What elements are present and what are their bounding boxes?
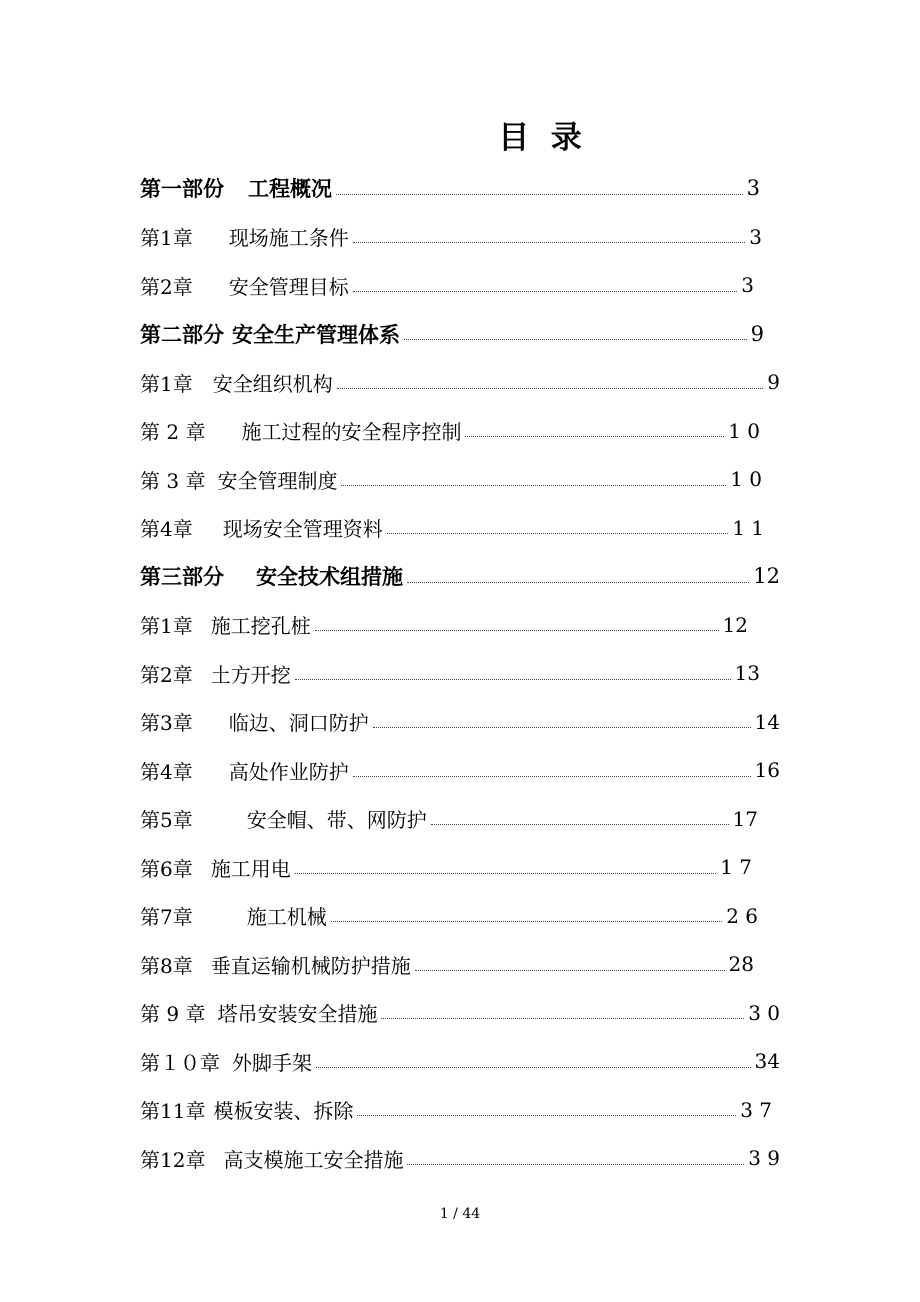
toc-chapter-number: 第8章 xyxy=(140,953,193,978)
toc-dot-leader xyxy=(353,291,738,292)
toc-dot-leader xyxy=(353,776,751,777)
toc-chapter-entry[interactable] xyxy=(140,746,780,795)
toc-entry-title: 安全管理制度 xyxy=(217,468,338,493)
toc-chapter-entry[interactable] xyxy=(140,1086,772,1135)
toc-page-number: 16 xyxy=(754,758,780,783)
toc-page-number: 3 xyxy=(749,224,762,249)
toc-chapter-number: 第一部份 xyxy=(140,176,224,202)
toc-entry-title: 垂直运输机械防护措施 xyxy=(210,953,411,978)
toc-chapter-number: 第3章 xyxy=(140,711,193,736)
toc-dot-leader xyxy=(315,630,719,631)
toc-chapter-entry[interactable] xyxy=(140,1037,780,1086)
toc-dot-leader xyxy=(415,970,725,971)
toc-entry-title: 工程概况 xyxy=(248,176,332,202)
toc-page-number: 12 xyxy=(722,612,748,637)
toc-entry-title: 安全技术组措施 xyxy=(256,564,403,590)
toc-chapter-number: 第１０章 xyxy=(140,1050,220,1075)
toc-chapter-number: 第三部分 xyxy=(140,564,224,590)
toc-page-number: 1 1 xyxy=(732,515,764,540)
toc-chapter-number: 第5章 xyxy=(140,808,193,833)
toc-chapter-entry[interactable] xyxy=(140,698,780,747)
toc-chapter-number: 第4章 xyxy=(140,759,193,784)
toc-dot-leader xyxy=(295,873,716,874)
toc-page-number: 9 xyxy=(767,370,780,395)
toc-entry-title: 施工机械 xyxy=(246,905,327,930)
toc-chapter-number: 第1章 xyxy=(140,614,193,639)
toc-dot-leader xyxy=(381,1018,744,1019)
toc-page-number: 1 0 xyxy=(728,418,760,443)
toc-page-number: 34 xyxy=(754,1049,780,1074)
toc-dot-leader xyxy=(295,679,731,680)
table-of-contents xyxy=(140,164,790,1183)
toc-entry-title: 塔吊安装安全措施 xyxy=(217,1002,378,1027)
toc-chapter-number: 第4章 xyxy=(140,517,193,542)
toc-chapter-number: 第12章 xyxy=(140,1147,206,1172)
toc-page-number: 3 xyxy=(746,176,760,201)
toc-dot-leader xyxy=(407,582,749,583)
toc-dot-leader xyxy=(373,727,751,728)
toc-dot-leader xyxy=(404,339,747,340)
toc-chapter-number: 第11章 xyxy=(140,1099,206,1124)
toc-entry-title: 施工挖孔桩 xyxy=(210,614,311,639)
toc-dot-leader xyxy=(353,242,746,243)
toc-part-entry[interactable] xyxy=(140,310,764,359)
toc-page-number: 2 6 xyxy=(726,903,758,928)
toc-page-number: 3 7 xyxy=(740,1097,772,1122)
toc-entry-title: 临边、洞口防护 xyxy=(228,711,369,736)
toc-entry-title: 安全生产管理体系 xyxy=(232,321,400,347)
toc-page-number: 14 xyxy=(754,709,780,734)
toc-page-number: 9 xyxy=(750,321,764,346)
toc-chapter-entry[interactable] xyxy=(140,989,780,1038)
toc-chapter-entry[interactable] xyxy=(140,843,752,892)
toc-chapter-number: 第二部分 xyxy=(140,321,224,347)
toc-entry-title: 施工用电 xyxy=(210,856,291,881)
toc-dot-leader xyxy=(316,1067,751,1068)
toc-page-number: 17 xyxy=(732,806,758,831)
toc-dot-leader xyxy=(337,388,764,389)
toc-entry-title: 安全管理目标 xyxy=(228,274,349,299)
toc-entry-title: 模板安装、拆除 xyxy=(213,1099,354,1124)
toc-entry-title: 安全组织机构 xyxy=(212,371,333,396)
toc-chapter-entry[interactable] xyxy=(140,358,780,407)
toc-chapter-entry[interactable] xyxy=(140,455,762,504)
toc-entry-title: 现场安全管理资料 xyxy=(222,517,383,542)
toc-chapter-number: 第 2 章 xyxy=(140,420,206,445)
toc-page-number: 12 xyxy=(753,564,780,589)
toc-chapter-entry[interactable] xyxy=(140,795,758,844)
toc-heading xyxy=(0,112,920,157)
toc-entry-title: 高处作业防护 xyxy=(228,759,349,784)
toc-chapter-number: 第 3 章 xyxy=(140,468,206,493)
toc-page-number: 3 9 xyxy=(748,1146,780,1171)
toc-dot-leader xyxy=(357,1115,736,1116)
page-number: 1 / 44 xyxy=(439,1206,481,1222)
toc-chapter-number: 第 9 章 xyxy=(140,1002,206,1027)
toc-dot-leader xyxy=(341,485,726,486)
toc-chapter-number: 第2章 xyxy=(140,274,193,299)
toc-entry-title: 高支模施工安全措施 xyxy=(223,1147,404,1172)
toc-chapter-number: 第7章 xyxy=(140,905,193,930)
toc-chapter-entry[interactable] xyxy=(140,261,754,310)
toc-dot-leader xyxy=(331,921,722,922)
toc-page-number: 1 7 xyxy=(720,855,752,880)
toc-page-number: 28 xyxy=(728,952,754,977)
toc-entry-title: 土方开挖 xyxy=(210,662,291,687)
toc-entry-title: 施工过程的安全程序控制 xyxy=(241,420,462,445)
toc-dot-leader xyxy=(336,194,743,195)
toc-chapter-entry[interactable] xyxy=(140,504,764,553)
toc-page-number: 13 xyxy=(734,661,760,686)
toc-entry-title: 外脚手架 xyxy=(232,1050,312,1075)
toc-chapter-entry[interactable] xyxy=(140,940,754,989)
toc-dot-leader xyxy=(407,1164,744,1165)
toc-entry-title: 安全帽、带、网防护 xyxy=(246,808,427,833)
toc-chapter-number: 第1章 xyxy=(140,226,193,251)
toc-page-number: 3 xyxy=(741,273,754,298)
toc-dot-leader xyxy=(431,824,729,825)
toc-chapter-entry[interactable] xyxy=(140,213,762,262)
toc-page-number: 3 0 xyxy=(748,1000,780,1025)
toc-chapter-entry[interactable] xyxy=(140,601,748,650)
toc-chapter-entry[interactable] xyxy=(140,407,760,456)
toc-part-entry[interactable] xyxy=(140,552,780,601)
toc-dot-leader xyxy=(465,436,724,437)
toc-part-entry[interactable] xyxy=(140,164,760,213)
toc-heading-text: 目 录 xyxy=(498,120,582,156)
toc-chapter-entry[interactable] xyxy=(140,892,758,941)
toc-dot-leader xyxy=(387,533,728,534)
toc-entry-title: 现场施工条件 xyxy=(228,226,349,251)
toc-chapter-entry[interactable] xyxy=(140,649,760,698)
toc-chapter-number: 第2章 xyxy=(140,662,193,687)
toc-chapter-number: 第6章 xyxy=(140,856,193,881)
toc-chapter-number: 第1章 xyxy=(140,371,193,396)
toc-chapter-entry[interactable] xyxy=(140,1134,780,1183)
toc-page-number: 1 0 xyxy=(730,467,762,492)
